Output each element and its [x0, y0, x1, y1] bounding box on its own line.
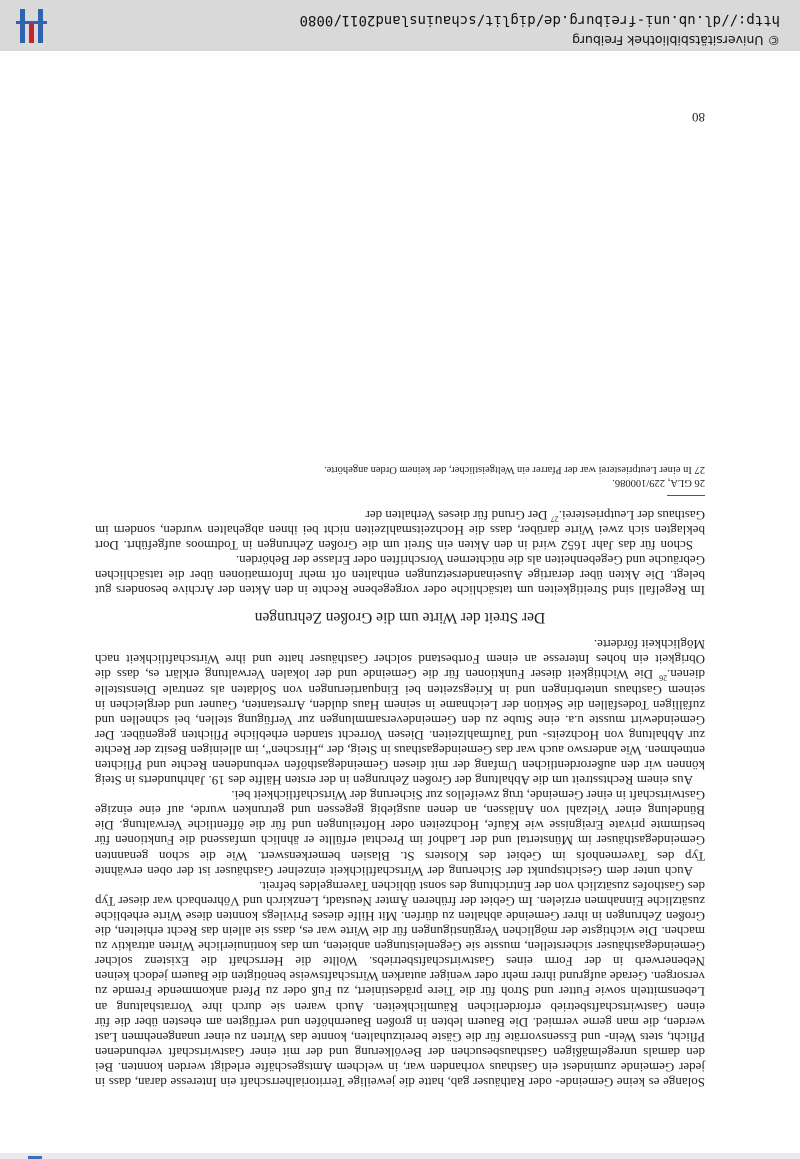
paragraph-2: Auch unter dem Gesichtspunkt der Sicherung der Wirtschaftlichkeit einzelner Gasthäuser ist der oben erwähnte Typ des Tavernenhofs im Gebiet des Klosters St. Blasien bemerkenswert. Wie die schon genannten Gemeindegasthäuser im Münstertal und der Ladhof im Prechtal erfüllte er ähnlich umfassend die Funktionen für bestimmte private Ereignisse wie Käufe, Hochzeiten oder Hofteilungen und für die öffentliche Verwaltung. Die Bündelung einer Vielzahl von Anlässen, an denen ausgiebig gegessen und getrunken wurde, auf eine einzige Gastwirtschaft in einer Gemeinde, trug zweifellos zur Sicherung der Wirtschaftlichkeit bei.: [95, 788, 705, 879]
page-number: 80: [692, 110, 705, 125]
page-text-block: [95, 463, 705, 1090]
section-paragraph-2: Schon für das Jahr 1652 wird in den Akten ein Streit um die Großen Zehrungen in Todtmoos aufgeführt. Dort beklagten sich zwei Wirte darüber, dass die Hochzeitsmahlzeiten nicht bei ihnen abgehalten wurden, sondern im Gasthaus der Leutpriesterei.$^{27}$ Der Grund für dieses Verhalten der: [95, 507, 705, 553]
logo-bar-1: [38, 9, 43, 43]
logo-bar-2: [29, 21, 34, 43]
footnote-26: 26 GLA, 229/100086.: [612, 476, 705, 488]
section-paragraph-1: Im Regelfall sind Streitigkeiten um tatsächliche oder vorgegebene Rechte in den Akten der Archive besonders gut belegt. Die Akten über derartige Auseinandersetzungen enthalten oft mehr Informationen über die tatsächlichen Gebräuche und Gegebenheiten als die nüchternen Vorschriften oder Erlasse der Behörden.: [95, 552, 705, 599]
footer-credit: © Universitätsbibliothek Freiburg: [572, 33, 780, 48]
logo-bar-3: [20, 9, 25, 43]
logo-crossbar: [16, 21, 47, 24]
ub-freiburg-logo-icon: [12, 6, 52, 46]
footer-bar: [0, 0, 800, 51]
section-heading: Der Streit der Wirte um die Großen Zehrungen: [254, 609, 546, 627]
top-strip: [0, 1153, 800, 1159]
footnote-divider: [667, 495, 705, 496]
paragraph-3: Aus einem Rechtsstreit um die Abhaltung der Großen Zehrungen in der ersten Hälfte des 19. Jahrhunderts in Steig können wir den außerordentlichen Umfang der mit diesen Gemeindegasthöfen verbundenen Rechte und Pflichten entnehmen. Wie anderswo auch war das Gemeindegasthaus in Steig, der „Hirschen“, im alleinigen Besitz der Rechte zur Abhaltung von Hochzeits- und Taufmahlzeiten. Diesen Vorrecht standen erhebliche Pflichten gegenüber. Der Gemeindewirt musste u.a. eine Stube zu den Gemeindeversammlungen zur Verfügung stellen, bei schnellen und zufälligen Todesfällen die Sektion der Leichname in seinem Haus dulden, Arrestanten, Gauner und dergleichen in seinem Gasthaus unterbringen und in Kriegszeiten bei Einquartierungen von Soldaten als zentrale Dienststelle dienen.$^{26}$ Die Wichtigkeit dieser Funktionen für die Gemeinde und der lokalen Verwaltung erklärt es, dass die Obrigkeit ein hohes Interesse an einem Fortbestand solcher Gasthäuser hatte und ihre Wirtschaftlichkeit nach Möglichkeit förderte.: [95, 637, 705, 789]
footer-url-link[interactable]: http://dl.ub.uni-freiburg.de/diglit/schauinsland2011/0080: [299, 12, 780, 28]
footnote-27: 27 In einer Leutpriesterei war der Pfarrer ein Weltgeistlicher, der keinem Orden angehörte.: [323, 463, 705, 475]
paragraph-1: Solange es keine Gemeinde- oder Rathäuser gab, hatte die jeweilige Territorialherrschaft ein Interesse daran, dass in jeder Gemeinde zumindest ein Gasthaus vorhanden war, in welchem Amtsgeschäfte erledigt werden konnten. Bei den damals unregelmäßigen Gasthausbesuchen der Bevölkerung und der mit einer Gastwirtschaft verbundenen Pflicht, stets Wein- und Essensvorräte für die Gäste bereitzuhalten, konnte das Wirten zu einer unangenehmen Last werden, die man gerne vermied. Die Bauern lebten in großen Bauernhöfen und verfügten am ehesten über die für einen Gastwirtschaftsbetrieb erforderlichen Räumlichkeiten. Auch waren sie durch ihre Vorratshaltung an Lebensmitteln sowie Futter und Stroh für die Tiere prädestiniert, zu Fuß oder zu Pferd ankommende Fremde zu versorgen. Gerade aufgrund ihrer mehr oder weniger autarken Wirtschaftsweise benötigten die Bauern jedoch keinen Nebenerwerb in der Form eines Gastwirtschaftsbetriebs. Wollte die Herrschaft die Existenz solcher Gemeindegasthäuser sicherstellen, musste sie Gegenleistungen anbieten, um das kontinuierliche Wirten attraktiv zu machen. Die wichtigste der möglichen Vergünstigungen für die Wirte war es, dass sie allein das Recht erhielten, die Großen Zehrungen in ihrer Gemeinde abhalten zu dürfen. Mit Hilfe dieses Privilegs konnten diese Wirte erhebliche zusätzliche Einnahmen erzielen. Im Gebiet der früheren Ämter Neustadt, Lenzkirch und Vöhrenbach war dieser Typ des Gasthofes zusätzlich von der Entrichtung des sonst üblichen Taverngeldes befreit.: [95, 878, 705, 1090]
